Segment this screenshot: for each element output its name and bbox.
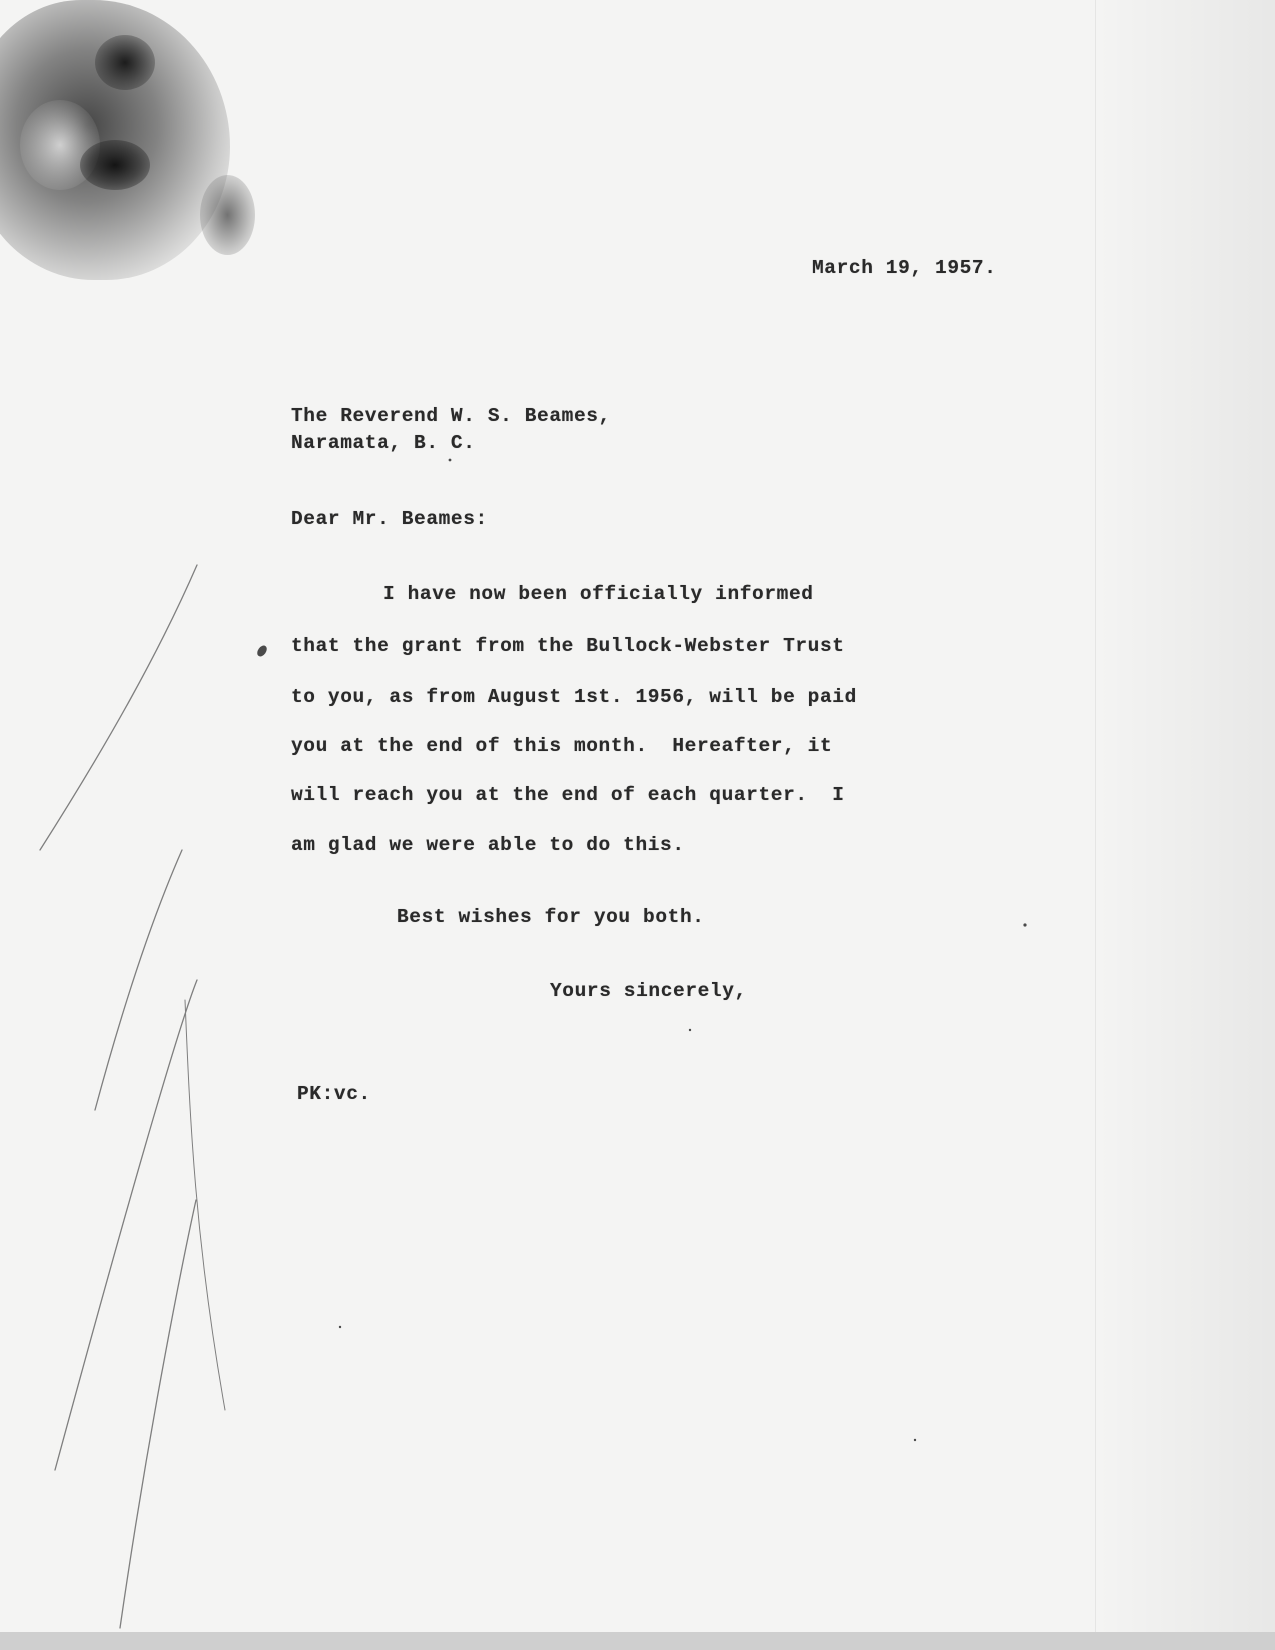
speck (339, 1326, 341, 1328)
scratch-line (120, 1200, 196, 1628)
body-line: you at the end of this month. Hereafter, it (291, 735, 833, 757)
scan-bottom-edge (0, 1632, 1275, 1650)
speck (449, 459, 452, 462)
body-line: am glad we were able to do this. (291, 834, 685, 856)
letter-date: March 19, 1957. (812, 257, 997, 279)
ink-dot (255, 644, 268, 658)
scratch-line (55, 980, 197, 1470)
typist-initials: PK:vc. (297, 1083, 371, 1105)
body-line: will reach you at the end of each quarter. I (291, 784, 845, 806)
body-line: to you, as from August 1st. 1956, will be paid (291, 686, 857, 708)
closing: Yours sincerely, (550, 980, 747, 1002)
recipient-location: Naramata, B. C. (291, 432, 476, 454)
recipient-name: The Reverend W. S. Beames, (291, 405, 611, 427)
scratch-line (95, 850, 182, 1110)
salutation: Dear Mr. Beames: (291, 508, 488, 530)
body-line: I have now been officially informed (383, 583, 814, 605)
speck (1023, 923, 1026, 926)
speck (689, 1029, 691, 1031)
body-line: that the grant from the Bullock-Webster Trust (291, 635, 845, 657)
scratch-line (185, 1000, 225, 1410)
best-wishes: Best wishes for you both. (397, 906, 705, 928)
speck (914, 1439, 916, 1441)
scratch-line (40, 565, 197, 850)
